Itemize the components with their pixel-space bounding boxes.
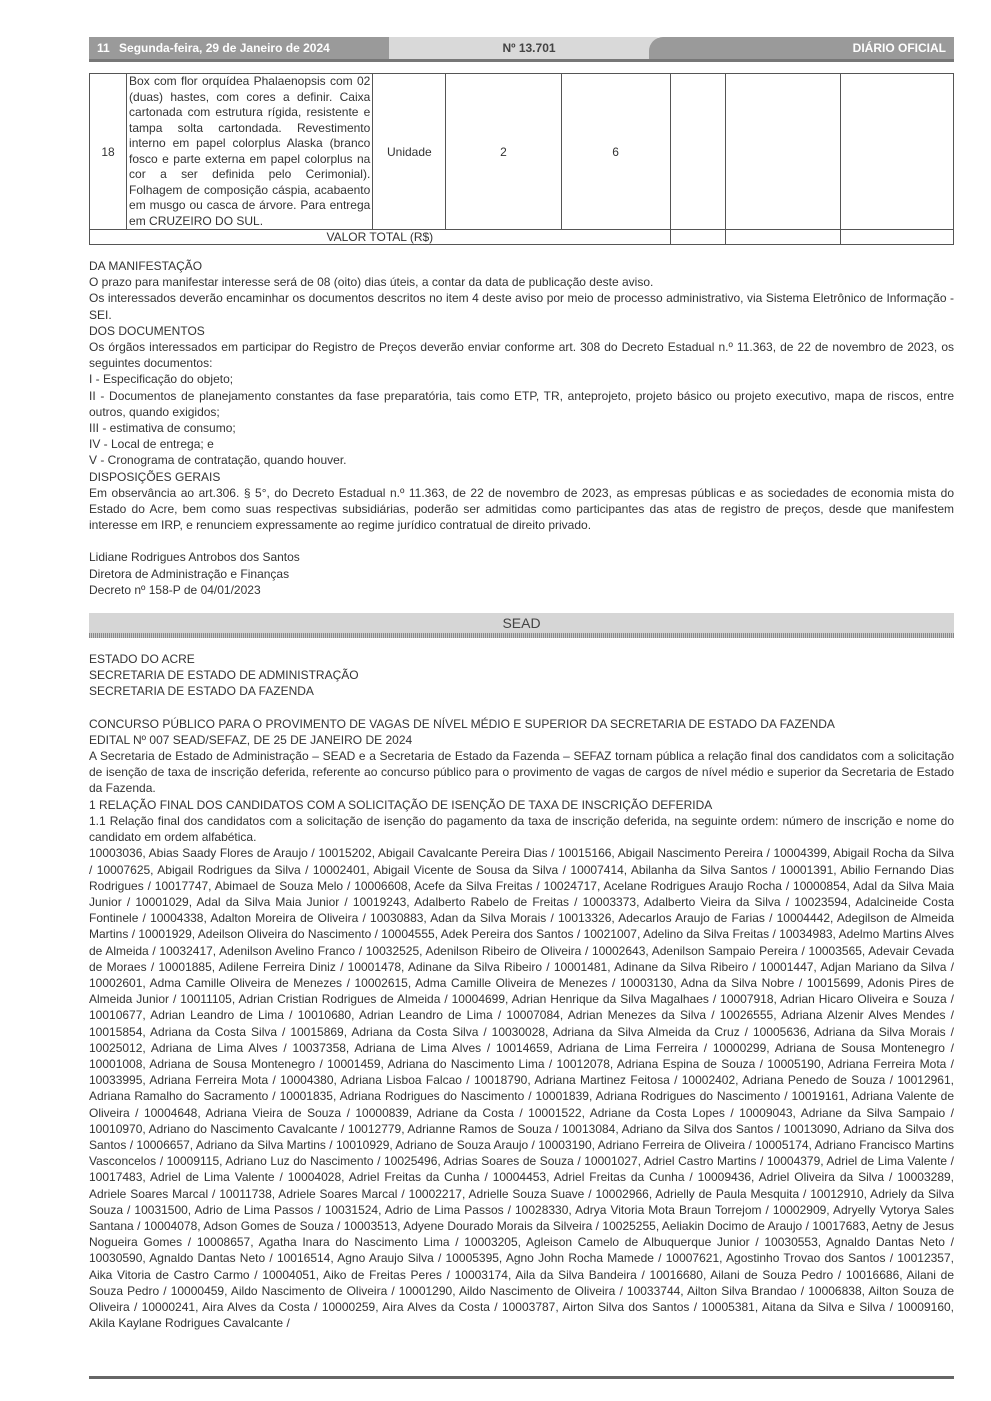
- candidate-list: 10003036, Abias Saady Flores de Araujo / 10015202, Abigail Cavalcante Pereira Dias / 10015166, Abigail Nascimento Pereira / 10004399, Abigail Rocha da Silva / 10007625, Abigail Rodrigues da Silva / 10002401, Abigail Vicente de Sousa da Silva / 10007414, Abilanha da Silva Santos / 10001391, Abilio Fernando Dias Rodrigues / 10017747, Abimael de Souza Melo / 10006608, Acefe da Silva Freitas / 10024717, Acelane Rodrigues Araujo Rocha / 10000854, Adal da Silva Maia Junior / 10001029, Adal da Silva Maia Junior / 10019243, Adalberto Rabelo de Freitas / 10003373, Adalberto Vieira da Silva / 10023594, Adalcineide Costa Fontinele / 10004338, Adalton Moreira de Oliveira / 10030883, Adan da Silva Morais / 10013326, Adecarlos Araujo de Farias / 10004442, Adegilson de Almeida Martins / 10001929, Adeilson Oliveira do Nascimento / 10004555, Adek Pereira dos Santos / 10021007, Adelino da Silva Freitas / 10034983, Adelmo Martins Alves de Almeida / 10032417, Adenilson Avelino Franco / 10032525, Adenilson Ribeiro de Oliveira / 10002643, Adenilson Sampaio Pereira / 10003565, Adevair Cevada de Moraes / 10001885, Adilene Ferreira Diniz / 10001478, Adinane da Silva Ribeiro / 10001481, Adinane da Silva Ribeiro / 10001447, Adjan Mariano da Silva / 10002601, Adma Camille Oliveira de Menezes / 10002615, Adma Camille Oliveira de Menezes / 10003130, Adna da Silva Nobre / 10015699, Adonis Pires de Almeida Junior / 10011105, Adrian Cristian Rodrigues de Almeida / 10004699, Adrian Henrique da Silva Magalhaes / 10007918, Adrian Hicaro Oliveira e Souza / 10010677, Adrian Leandro de Lima / 10010680, Adrian Leandro de Lima / 10007084, Adrian Menezes da Silva / 10026555, Adriana Alzenir Alves Mendes / 10015854, Adriana da Costa Silva / 10015869, Adriana da Costa Silva / 10030028, Adriana da Silva Almeida da Cruz / 10005636, Adriana da Silva Morais / 10025012, Adriana de Lima Alves / 10037358, Adriana de Lima Alves / 10014659, Adriana de Lima Ferreira / 10000299, Adriana de Sousa Montenegro / 10001008, Adriana de Sousa Montenegro / 10001459, Adriana do Nascimento Lima / 10012078, Adriana Espina de Souza / 10005190, Adriana Ferreira Mota / 10033995, Adriana Ferreira Mota / 10004380, Adriana Lisboa Falcao / 10018790, Adriana Martinez Feitosa / 10002402, Adriana Penedo de Souza / 10012961, Adriana Ramalho do Sacramento / 10001835, Adriana Rodrigues do Nascimento / 10001839, Adriana Rodrigues do Nascimento / 10019161, Adriana Valente de Oliveira / 10004648, Adriana Vieira de Souza / 10000839, Adriane da Costa / 10001522, Adriane da Costa Lopes / 10009043, Adriane da Silva Sampaio / 10010970, Adriano do Nascimento Cavalcante / 10012779, Adrianne Ramos de Souza / 10013084, Adriano da Silva dos Santos / 10013090, Adriano da Silva dos Santos / 10006657, Adriano da Silva Martins / 10010929, Adriano de Souza Araujo / 10003190, Adriano Ferreira de Oliveira / 10005174, Adriano Francisco Martins Vasconcelos / 10009115, Adriano Luz do Nascimento / 10025496, Adrias Soares de Souza / 10001027, Adriel Castro Martins / 10004379, Adriel de Lima Valente / 10017483, Adriel de Lima Valente / 10004028, Adriel Freitas da Cunha / 10004453, Adriel Freitas da Cunha / 10009436, Adriel Oliveira da Silva / 10003289, Adriele Soares Marcal / 10011738, Adriele Soares Marcal / 10002217, Adrielle Souza Suave / 10002966, Adrielly de Paula Mesquita / 10012910, Adriely da Silva Souza / 10031500, Adrio de Lima Passos / 10031524, Adrio de Lima Passos / 10028330, Adrya Vitoria Mota Braun Torrejom / 10002909, Adryelly Vytorya Sales Santana / 10004078, Adson Gomes de Souza / 10003513, Adyene Dourado Morais da Silveira / 10025255, Aeliakin Docimo de Araujo / 10017683, Aetny de Jesus Nogueira Gomes / 10008657, Agatha Inara do Nascimento Lima / 10003205, Agleison Camelo de Albuquerque Junior / 10030553, Agnaldo Dantas Neto / 10030590, Agnaldo Dantas Neto / 10016514, Agno Araujo Silva / 10005395, Agno John Rocha Mamede / 10007621, Agostinho Trovao dos Santos / 10012357, Aika Vitoria de Castro Carmo / 10004051, Aiko de Freitas Peres / 10003174, Aila da Silva Bandeira / 10016680, Ailani de Souza Pedro / 10016686, Ailani de Souza Pedro / 10000459, Aildo Nascimento de Oliveira / 10001290, Aildo Nascimento de Oliveira / 10033744, Ailton Silva Brandao / 10006838, Ailton Souza de Oliveira / 10000241, Aira Alves da Costa / 10000259, Aira Alves da Costa / 10003787, Airton Silva dos Santos / 10005381, Aitana da Silva e Silva / 10009160, Akila Kaylane Rodrigues Cavalcante /: [89, 846, 954, 1331]
- page: [89, 37, 954, 1331]
- list-item: III - estimativa de consumo;: [89, 421, 236, 436]
- paragraph: Em observância ao art.306. § 5°, do Decreto Estadual n.º 11.363, de 22 de novembro de 2023, as empresas públicas e as sociedades de economia mista do Estado do Acre, bem como suas respectivas subsidiárias, poderão ser admitidas como participantes das atas de registro de preços, desde que manifestem interesse em IRP, e renunciem expressamente ao regime jurídico contratual de direito privado.: [89, 485, 954, 533]
- section-heading: DOS DOCUMENTOS: [89, 323, 205, 338]
- sead-notice: [89, 651, 954, 1331]
- spacer: [89, 700, 954, 716]
- signer-name: Lidiane Rodrigues Antrobos dos Santos: [89, 550, 300, 565]
- table-row: [90, 74, 954, 230]
- signer-decree: Decreto nº 158-P de 04/01/2023: [89, 582, 261, 597]
- list-item: II - Documentos de planejamento constantes da fase preparatória, tais como ETP, TR, anteprojeto, projeto básico ou projeto executivo, mapa de riscos, entre outros, quando exigidos;: [89, 388, 954, 419]
- page-number: 11: [97, 41, 110, 55]
- paragraph: 1.1 Relação final dos candidatos com a solicitação de isenção do pagamento da taxa de inscrição deferida, na seguinte ordem: número de inscrição e nome do candidato em ordem alfabética.: [89, 813, 954, 845]
- section-heading: DISPOSIÇÕES GERAIS: [89, 469, 221, 484]
- items-table: [89, 73, 954, 245]
- empty-cell: [840, 230, 953, 245]
- issue-date: Segunda-feira, 29 de Janeiro de 2024: [119, 41, 330, 55]
- paragraph: A Secretaria de Estado de Administração – SEAD e a Secretaria de Estado da Fazenda – SEFAZ tornam pública a relação final dos candidatos com a solicitação de isenção de taxa de inscrição deferida, referente ao concurso público para o provimento de vagas de cargos de nível médio e superior da Secretaria de Estado da Fazenda.: [89, 749, 954, 796]
- item-quantity-total: 6: [561, 74, 670, 230]
- item-unit: Unidade: [373, 74, 446, 230]
- empty-cell: [670, 230, 725, 245]
- header-rule: [89, 59, 954, 62]
- issue-number: Nº 13.701: [389, 37, 669, 59]
- signer-role: Diretora de Administração e Finanças: [89, 566, 290, 581]
- empty-cell: [840, 74, 953, 230]
- edital-number: EDITAL Nº 007 SEAD/SEFAZ, DE 25 DE JANEIRO DE 2024: [89, 732, 413, 747]
- signature-block: [89, 549, 954, 598]
- org-line: SECRETARIA DE ESTADO DE ADMINISTRAÇÃO: [89, 668, 359, 683]
- total-row: [90, 230, 954, 245]
- section-header-bar: [89, 613, 954, 633]
- list-item: IV - Local de entrega; e: [89, 437, 214, 452]
- empty-cell: [725, 74, 840, 230]
- notice-body: [89, 258, 954, 533]
- section-heading: DA MANIFESTAÇÃO: [89, 259, 203, 273]
- notice-title: CONCURSO PÚBLICO PARA O PROVIMENTO DE VAGAS DE NÍVEL MÉDIO E SUPERIOR DA SECRETARIA DE ESTADO DA FAZENDA: [89, 716, 835, 731]
- footer-rule: [89, 1376, 954, 1379]
- item-number: 18: [90, 74, 127, 230]
- list-item: V - Cronograma de contratação, quando houver.: [89, 453, 347, 468]
- paragraph: O prazo para manifestar interesse será de 08 (oito) dias úteis, a contar da data de publicação deste aviso.: [89, 275, 654, 290]
- org-line: ESTADO DO ACRE: [89, 652, 195, 667]
- paragraph: Os órgãos interessados em participar do Registro de Preços deverão enviar conforme art. 308 do Decreto Estadual n.º 11.363, de 22 de novembro de 2023, os seguintes documentos:: [89, 340, 954, 371]
- empty-cell: [670, 74, 725, 230]
- org-line: SECRETARIA DE ESTADO DA FAZENDA: [89, 684, 314, 699]
- section-heading: 1 RELAÇÃO FINAL DOS CANDIDATOS COM A SOLICITAÇÃO DE ISENÇÃO DE TAXA DE INSCRIÇÃO DEFERIDA: [89, 797, 713, 812]
- header-date-band: [89, 37, 419, 59]
- empty-cell: [725, 230, 840, 245]
- item-quantity: 2: [446, 74, 561, 230]
- section-bar-stripes: [89, 633, 954, 638]
- item-description: Box com flor orquídea Phalaenopsis com 02 (duas) hastes, com cores a definir. Caixa cartonada com estrutura rígida, resistente e tampa solta cartondada. Revestimento interno em papel colorplus Alaska (branco fosco e parte externa em papel colorplus na cor a ser definida pelo Cerimonial). Folhagem de composição cáspia, acabaento em musgo ou casca de árvore. Para entrega em CRUZEIRO DO SUL.: [127, 74, 373, 230]
- section-title: SEAD: [502, 615, 541, 632]
- page-header: [89, 37, 954, 59]
- publication-title: DIÁRIO OFICIAL: [649, 37, 954, 59]
- list-item: I - Especificação do objeto;: [89, 372, 234, 387]
- paragraph: Os interessados deverão encaminhar os documentos descritos no item 4 deste aviso por meio de processo administrativo, via Sistema Eletrônico de Informação -SEI.: [89, 291, 954, 322]
- total-label: VALOR TOTAL (R$): [90, 230, 671, 245]
